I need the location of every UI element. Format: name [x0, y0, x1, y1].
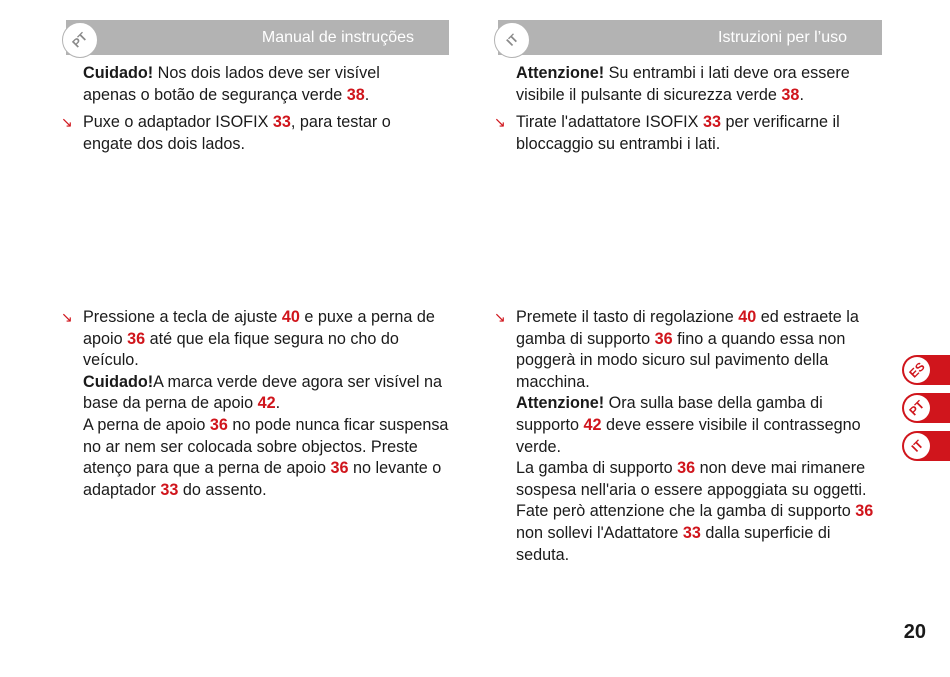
it-block-1 — [494, 63, 876, 155]
language-tab-pt[interactable]: PT — [902, 393, 950, 423]
it-block-2 — [494, 307, 882, 566]
it-step-paragraph-2: ↘ Premete il tasto di regolazione 40 ed estraete la gamba di supporto 36 fino a quando essa non poggerà in modo sicuro sul pavimento della macchina. — [494, 308, 859, 391]
pt-note-paragraph: A perna de apoio 36 no pode nunca ficar suspensa no ar nem ser colocada sobre objectos. Preste atenço para que a perna de apoio 36 no levante o adaptador 33 do assento. — [83, 415, 449, 499]
header-bar-it — [498, 20, 882, 55]
header-title-pt: Manual de instruções — [261, 29, 414, 46]
page-number: 20 — [903, 621, 926, 643]
pt-block-2 — [61, 307, 449, 501]
pt-caution-paragraph-2: Cuidado!A marca verde deve agora ser visível na base da perna de apoio 42. — [83, 372, 442, 413]
arrow-bullet-icon: ↘ — [61, 309, 73, 325]
language-badge-pt: PT — [62, 22, 98, 58]
language-tab-it[interactable]: IT — [902, 431, 950, 461]
arrow-bullet-icon: ↘ — [494, 309, 506, 325]
language-tabs — [902, 355, 950, 469]
it-note-paragraph: La gamba di supporto 36 non deve mai rimanere sospesa nell'aria o essere appoggiata su oggetti. Fate però attenzione che la gamba di supporto 36 non sollevi l'Adattatore 33 dalla superficie di seduta. — [516, 459, 874, 564]
header-title-it: Istruzioni per l’uso — [718, 29, 847, 46]
it-step-paragraph: ↘ Tirate l'adattatore ISOFIX 33 per verificarne il bloccaggio su entrambi i lati. — [494, 113, 840, 153]
it-caution-paragraph-2: Attenzione! Ora sulla base della gamba di supporto 42 deve essere visibile il contrassegno verde. — [516, 394, 861, 456]
arrow-bullet-icon: ↘ — [494, 114, 506, 131]
pt-block-1 — [61, 63, 433, 155]
pt-step-paragraph-2: ↘ Pressione a tecla de ajuste 40 e puxe a perna de apoio 36 até que ela fique segura no cho do veículo. — [61, 308, 435, 370]
pt-caution-paragraph: Cuidado! Nos dois lados deve ser visível apenas o botão de segurança verde 38. — [83, 64, 380, 104]
it-caution-paragraph: Attenzione! Su entrambi i lati deve ora essere visibile il pulsante di sicurezza verde 38. — [516, 64, 850, 104]
language-tab-es[interactable]: ES — [902, 355, 950, 385]
pt-step-paragraph: ↘ Puxe o adaptador ISOFIX 33, para testar o engate dos dois lados. — [61, 113, 391, 153]
header-bar-pt — [66, 20, 449, 55]
arrow-bullet-icon: ↘ — [61, 114, 73, 131]
language-badge-it: IT — [494, 22, 530, 58]
